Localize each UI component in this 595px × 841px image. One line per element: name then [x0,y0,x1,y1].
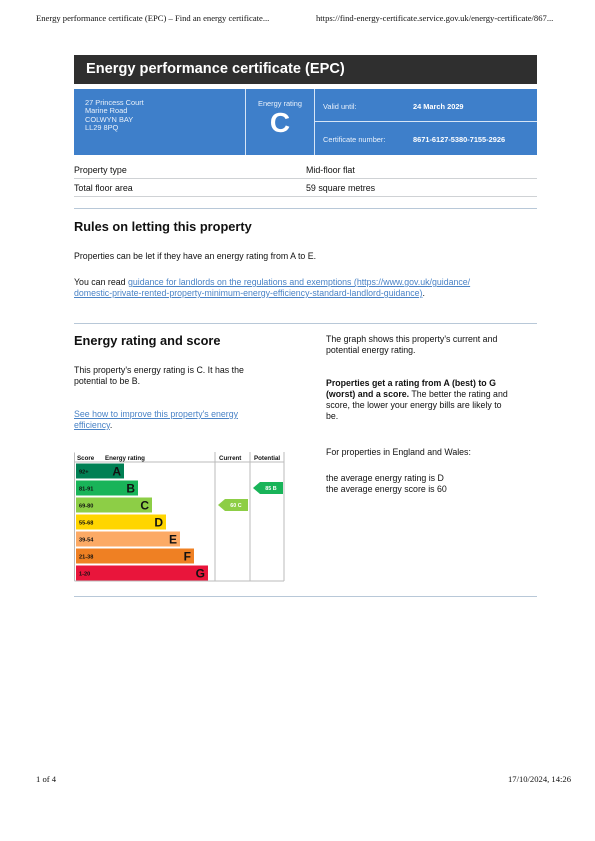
band-score-label: 21-38 [79,554,94,561]
address-line: 27 Princess Court [85,98,144,107]
current-rating-label: 60 C [230,503,242,509]
floor-area-value: 59 square metres [306,183,376,193]
rating-band-f [76,549,194,564]
england-wales-label: For properties in England and Wales: [326,447,471,457]
print-footer [36,774,571,786]
floor-area-label: Total floor area [74,183,133,193]
section-divider [74,323,537,324]
guidance-prefix: You can read [74,277,128,287]
rating-explanation-rest2: The better the rating and [409,389,508,399]
band-score-label: 39-54 [79,537,94,544]
improve-link-line1: See how to improve this property's energy [74,409,239,419]
band-letter-label: G [195,566,205,581]
average-values [326,473,538,495]
energy-rating-letter: C [269,107,291,138]
certificate-number-value: 8671-6127-5380-7155-2926 [413,135,506,144]
improve-link-paragraph [74,409,294,431]
potential-rating-label: 85 B [265,486,277,492]
certificate-number-label: Certificate number: [323,135,386,144]
improve-link-suffix: . [109,420,113,430]
band-letter-label: F [183,549,191,564]
address-line: LL29 8PQ [85,123,119,133]
property-address [85,99,144,133]
print-datetime: 17/10/2024, 14:26 [507,774,571,784]
certificate-meta [315,89,537,155]
rating-explanation-bold1: Properties get a rating from A (best) to G [326,378,496,388]
certificate-summary [74,89,537,155]
property-details-table [74,161,537,197]
certificate-number-row [315,122,537,155]
landlord-guidance-link[interactable] [74,277,470,298]
energy-rating-chart [74,452,285,584]
graph-description [326,334,538,356]
chart-header-potential: Potential [254,455,281,462]
graph-description-line2: potential energy rating. [326,345,416,355]
chart-header-score: Score [77,455,95,462]
address-line: COLWYN BAY [85,114,134,124]
section-divider [74,208,537,209]
print-header [36,13,589,27]
band-score-label: 81-91 [79,486,94,493]
band-score-label: 92+ [79,469,89,476]
section-divider [74,596,537,597]
improve-link-line2: efficiency [74,420,110,430]
energy-rating-chart-svg [74,452,285,584]
table-row [74,161,537,179]
rating-explanation-rest4: be. [326,411,339,421]
table-row [74,179,537,197]
page-number: 1 of 4 [36,774,57,784]
rating-paragraph-line1: This property's energy rating is C. It has the [74,365,244,375]
print-header-url: https://find-energy-certificate.service.gov.uk/energy-certificate/867... [316,13,554,23]
graph-description-line1: The graph shows this property's current and [326,334,498,344]
rating-band-g [76,566,208,581]
letting-heading: Rules on letting this property [74,219,252,234]
letting-paragraph: Properties can be let if they have an energy rating from A to E. [74,251,317,261]
page-title: Energy performance certificate (EPC) [74,55,537,84]
rating-explanation [326,378,538,422]
print-header-title: Energy performance certificate (EPC) – Find an energy certificate... [36,13,270,23]
guidance-suffix: . [422,288,425,298]
rating-explanation-bold2: (worst) and a score. [326,389,410,399]
valid-until-row [315,89,537,122]
energy-rating-label: Energy rating [258,99,302,108]
band-score-label: 55-68 [79,520,94,527]
property-type-value: Mid-floor flat [306,165,355,175]
band-score-label: 1-20 [79,571,91,578]
rating-paragraph [74,365,294,387]
band-letter-label: C [140,498,149,513]
band-letter-label: E [168,532,177,547]
rating-heading: Energy rating and score [74,333,221,348]
landlord-guidance-link-line1: guidance for landlords on the regulations and exemptions (https://www.gov.uk/guidance/ [127,277,471,287]
address-line: Marine Road [85,106,128,116]
valid-until-value: 24 March 2029 [413,102,464,111]
band-score-label: 69-80 [79,503,94,510]
chart-header-energy-rating: Energy rating [105,455,145,462]
chart-header-current: Current [219,455,242,462]
letting-guidance-paragraph [74,277,544,299]
property-type-label: Property type [74,165,127,175]
energy-rating-box [245,89,315,155]
band-letter-label: B [126,481,135,496]
band-letter-label: A [112,464,121,479]
band-letter-label: D [154,515,163,530]
rating-paragraph-line2: potential to be B. [74,376,141,386]
rating-explanation-rest3: score, the lower your energy bills are likely to [326,400,502,410]
average-rating: the average energy rating is D [326,473,444,483]
landlord-guidance-link-line2: domestic-private-rented-property-minimum-energy-efficiency-standard-landlord-guidance) [74,288,423,298]
average-score: the average energy score is 60 [326,484,447,494]
improve-efficiency-link[interactable] [74,409,238,430]
valid-until-label: Valid until: [323,102,357,111]
